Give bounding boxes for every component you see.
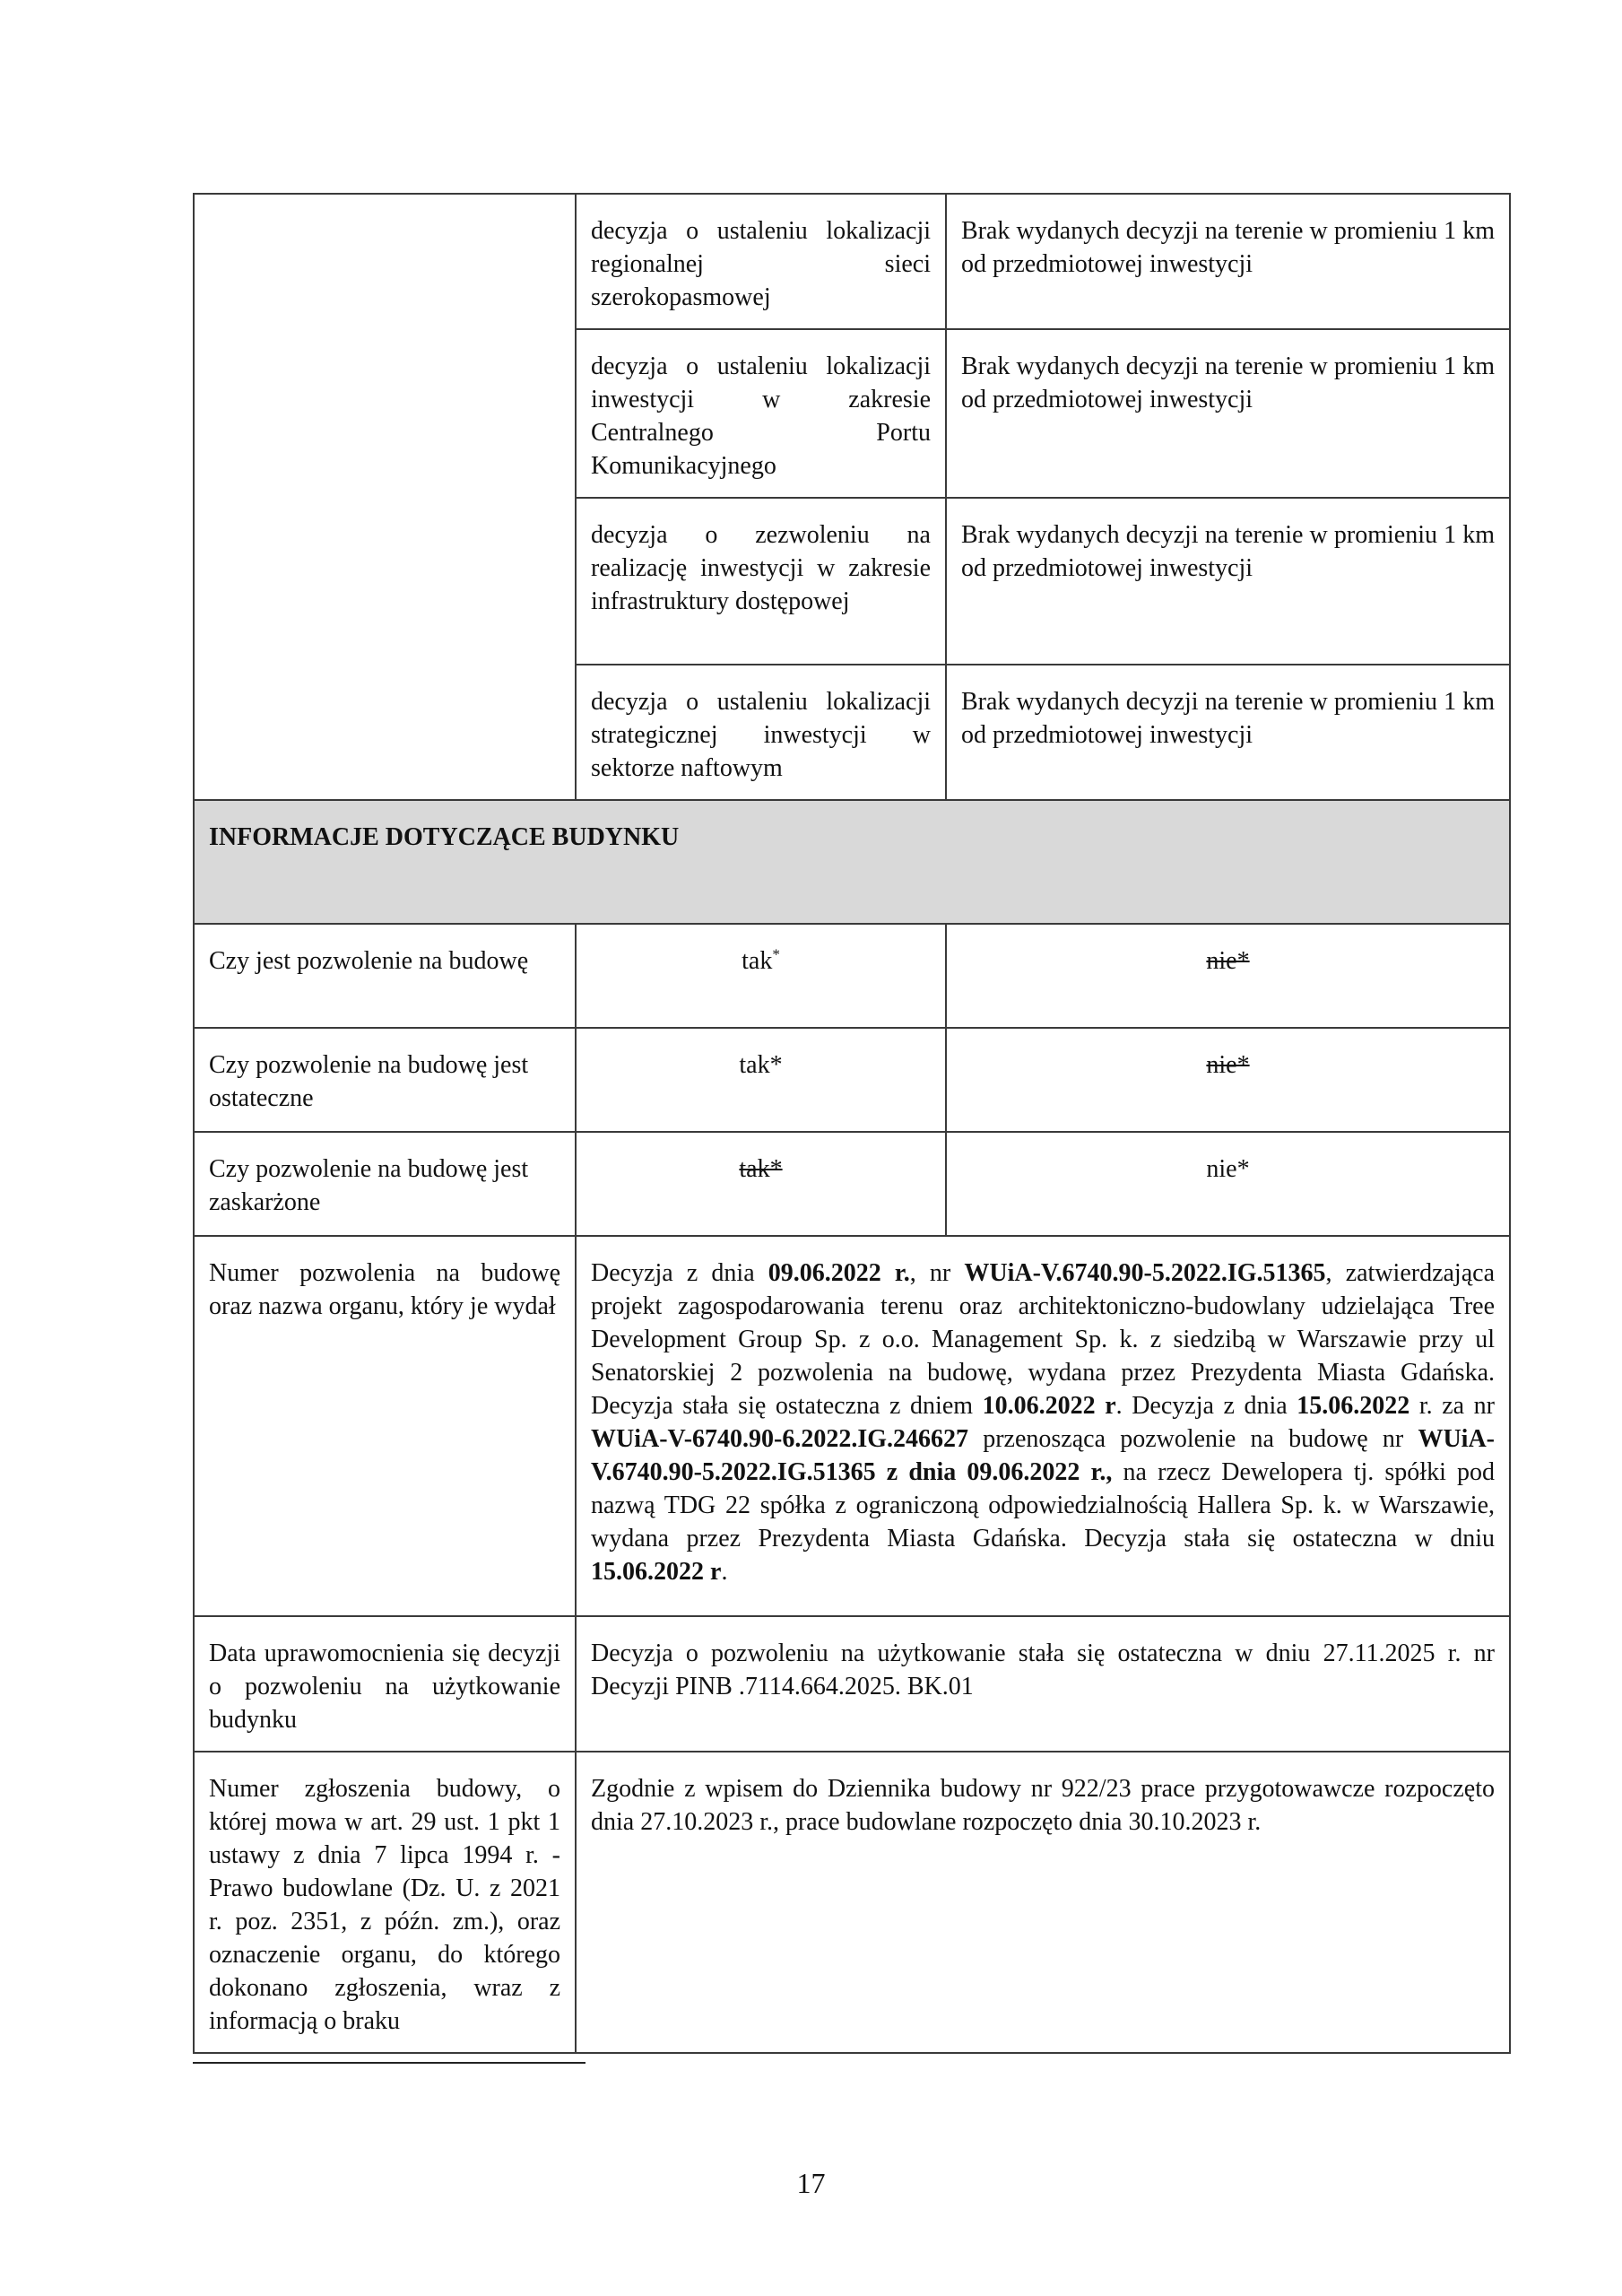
text-run: Decyzja z dnia: [591, 1259, 768, 1287]
empty-label-cell: [194, 194, 576, 800]
decision-status-cell: Brak wydanych decyzji na terenie w promieniu 1 km od przedmiotowej inwestycji: [946, 498, 1510, 665]
text-run-bold: 15.06.2022 r: [591, 1558, 722, 1586]
section-header-row: [194, 800, 1510, 924]
decision-type-cell: decyzja o zezwoleniu na realizację inwestycji w zakresie infrastruktury dostępowej: [576, 498, 946, 665]
question-cell: Data uprawomocnienia się decyzji o pozwoleniu na użytkowanie budynku: [194, 1616, 576, 1752]
footnote-separator: [193, 2062, 585, 2064]
text-run: na rzecz Dewelopera tj. spółki pod nazwą TDG 22 spółka z ograniczoną odpowiedzialnością Hallera Sp. k. w Warszawie, wydana przez Prezydenta Miasta Gdańska. Decyzja stała się ostateczna w dniu: [591, 1458, 1496, 1552]
page-number: 17: [796, 2167, 826, 2199]
question-cell: Czy pozwolenie na budowę jest ostateczne: [194, 1028, 576, 1132]
table-row: [194, 924, 1510, 1028]
text-run: przenosząca pozwolenie na budowę nr: [968, 1425, 1418, 1453]
section-title: INFORMACJE DOTYCZĄCE BUDYNKU: [194, 800, 1510, 924]
text-run-bold: 09.06.2022 r.: [768, 1259, 910, 1287]
decision-type-cell: decyzja o ustaleniu lokalizacji inwestycji w zakresie Centralnego Portu Komunikacyjnego: [576, 329, 946, 498]
text-run-bold: 15.06.2022: [1297, 1392, 1410, 1420]
text-run-bold: WUiA-V-6740.90-6.2022.IG.246627: [591, 1425, 969, 1453]
table-row: [194, 194, 1510, 329]
notification-value-cell: Zgodnie z wpisem do Dziennika budowy nr 922/23 prace przygotowawcze rozpoczęto dnia 27.10.2023 r., prace budowlane rozpoczęto dnia 30.10.2023 r.: [576, 1752, 1510, 2053]
decision-status-cell: Brak wydanych decyzji na terenie w promieniu 1 km od przedmiotowej inwestycji: [946, 329, 1510, 498]
answer-yes-cell: [576, 1132, 946, 1236]
answer-yes: tak*: [739, 1051, 783, 1079]
text-run-bold: WUiA-V.6740.90-5.2022.IG.51365 z dnia 09.06.2022 r.,: [591, 1425, 1495, 1486]
text-run-bold: WUiA-V.6740.90-5.2022.IG.51365: [964, 1259, 1326, 1287]
table-row: [194, 1236, 1510, 1616]
property-info-table: [193, 193, 1511, 2054]
answer-yes: tak: [742, 947, 773, 975]
decision-type-cell: decyzja o ustaleniu lokalizacji regionalnej sieci szerokopasmowej: [576, 194, 946, 329]
answer-no: nie*: [1206, 1051, 1250, 1079]
answer-yes-cell: [576, 1028, 946, 1132]
question-cell: Czy pozwolenie na budowę jest zaskarżone: [194, 1132, 576, 1236]
decision-status-cell: Brak wydanych decyzji na terenie w promieniu 1 km od przedmiotowej inwestycji: [946, 194, 1510, 329]
occupancy-value-cell: Decyzja o pozwoleniu na użytkowanie stała się ostateczna w dniu 27.11.2025 r. nr Decyzji PINB .7114.664.2025. BK.01: [576, 1616, 1510, 1752]
answer-no-cell: [946, 1028, 1510, 1132]
text-run: , nr: [909, 1259, 965, 1287]
text-run: .: [721, 1558, 728, 1586]
text-run: . Decyzja z dnia: [1115, 1392, 1297, 1420]
decision-status-cell: Brak wydanych decyzji na terenie w promieniu 1 km od przedmiotowej inwestycji: [946, 665, 1510, 800]
text-run-bold: 10.06.2022 r: [982, 1392, 1116, 1420]
answer-yes-cell: [576, 924, 946, 1028]
answer-no-cell: [946, 1132, 1510, 1236]
footnote-marker: *: [772, 945, 780, 963]
table-row: [194, 1616, 1510, 1752]
text-run: r. za nr: [1409, 1392, 1495, 1420]
answer-no: nie*: [1206, 947, 1250, 975]
table-row: [194, 1752, 1510, 2053]
question-cell: Numer pozwolenia na budowę oraz nazwa organu, który je wydał: [194, 1236, 576, 1616]
question-cell: Numer zgłoszenia budowy, o której mowa w art. 29 ust. 1 pkt 1 ustawy z dnia 7 lipca 1994 r. - Prawo budowlane (Dz. U. z 2021 r. poz. 2351, z późn. zm.), oraz oznaczenie organu, do którego dokonano zgłoszenia, wraz z informacją o braku: [194, 1752, 576, 2053]
permit-number-cell: [576, 1236, 1510, 1616]
answer-no-cell: [946, 924, 1510, 1028]
table-row: [194, 1028, 1510, 1132]
table-row: [194, 1132, 1510, 1236]
answer-yes: tak*: [739, 1155, 783, 1183]
question-cell: Czy jest pozwolenie na budowę: [194, 924, 576, 1028]
answer-no: nie*: [1206, 1155, 1250, 1183]
text-run: , zatwierdzająca projekt zagospodarowania terenu oraz architektoniczno-budowlany udzielająca Tree Development Group Sp. z o.o. Management Sp. k. z siedzibą w Warszawie przy ul Senatorskiej 2 pozwolenia na budowę, wydana przez Prezydenta Miasta Gdańska. Decyzja stała się ostateczna z dniem: [591, 1259, 1495, 1420]
decision-type-cell: decyzja o ustaleniu lokalizacji strategicznej inwestycji w sektorze naftowym: [576, 665, 946, 800]
